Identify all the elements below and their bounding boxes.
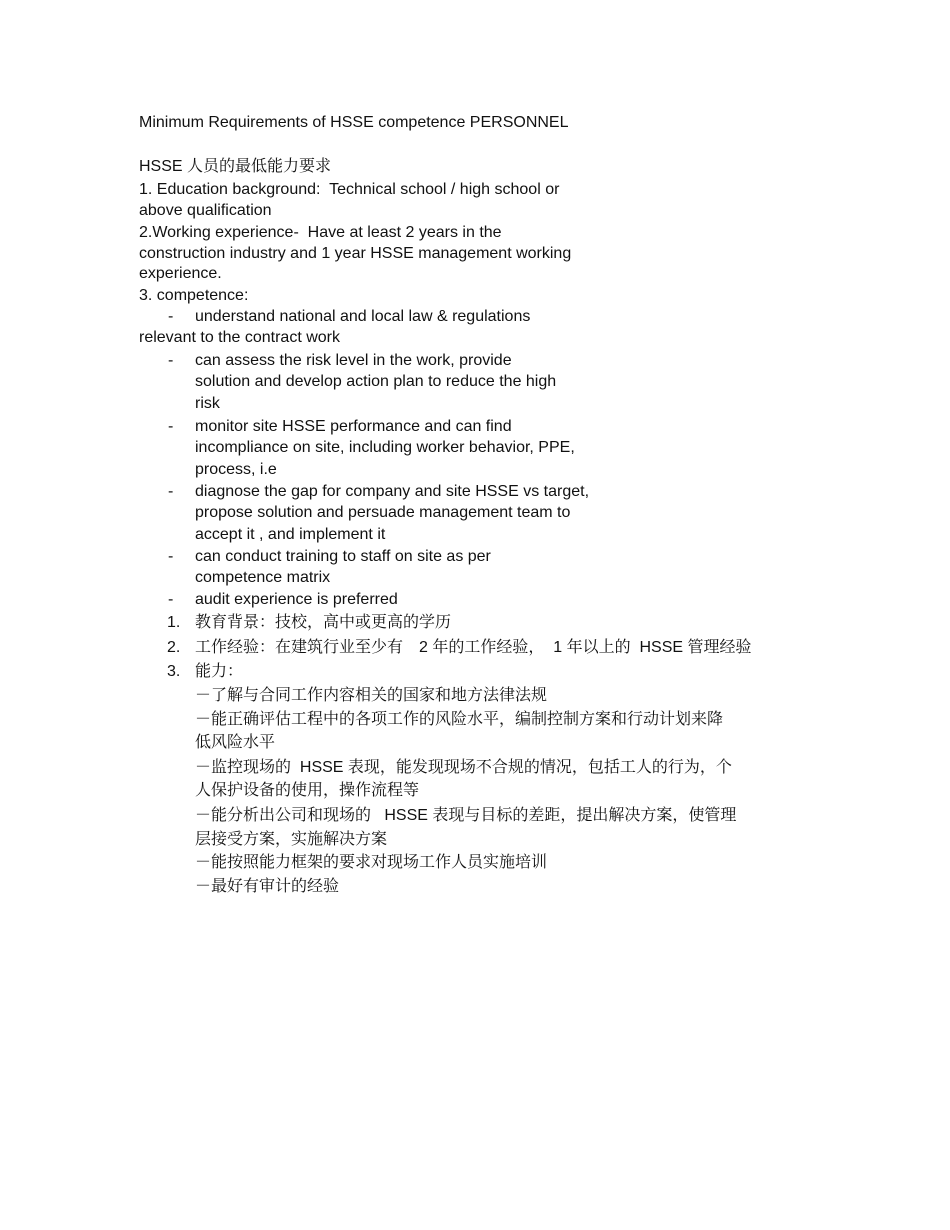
cn-competence-3-line-1: －监控现场的 HSSE 表现，能发现现场不合规的情况，包括工人的行为，个 bbox=[195, 759, 732, 776]
competence-item-2-line-1: can assess the risk level in the work, provide bbox=[195, 352, 512, 369]
document-subtitle-cn: HSSE 人员的最低能力要求 bbox=[139, 158, 332, 175]
cn-competence-6: －最好有审计的经验 bbox=[195, 878, 340, 895]
experience-line-2: construction industry and 1 year HSSE management working bbox=[139, 245, 572, 262]
competence-item-4-line-1: diagnose the gap for company and site HSSE vs target, bbox=[195, 483, 590, 500]
competence-item-4-line-2: propose solution and persuade management team to bbox=[195, 504, 571, 521]
cn-number-2: 2. bbox=[167, 639, 181, 656]
dash-bullet: - bbox=[168, 308, 174, 325]
dash-bullet: - bbox=[168, 418, 174, 435]
cn-competence-4-line-1: －能分析出公司和现场的 HSSE 表现与目标的差距，提出解决方案，使管理 bbox=[195, 807, 737, 824]
competence-item-4-line-3: accept it , and implement it bbox=[195, 526, 386, 543]
cn-competence-heading: 能力： bbox=[195, 663, 244, 680]
dash-bullet: - bbox=[168, 352, 174, 369]
dash-bullet: - bbox=[168, 548, 174, 565]
cn-number-3: 3. bbox=[167, 663, 181, 680]
competence-item-3-line-3: process, i.e bbox=[195, 461, 277, 478]
dash-bullet: - bbox=[168, 483, 174, 500]
cn-education: 教育背景：技校，高中或更高的学历 bbox=[195, 614, 452, 631]
cn-competence-4-line-2: 层接受方案，实施解决方案 bbox=[195, 831, 388, 848]
experience-line-3: experience. bbox=[139, 265, 222, 282]
competence-item-1-line-1: understand national and local law & regulations bbox=[195, 308, 531, 325]
cn-experience: 工作经验：在建筑行业至少有 2 年的工作经验， 1 年以上的 HSSE 管理经验 bbox=[195, 639, 752, 656]
cn-number-1: 1. bbox=[167, 614, 181, 631]
competence-item-3-line-1: monitor site HSSE performance and can find bbox=[195, 418, 512, 435]
cn-competence-2-line-2: 低风险水平 bbox=[195, 734, 276, 751]
competence-item-1-line-2: relevant to the contract work bbox=[139, 329, 340, 346]
competence-item-5-line-2: competence matrix bbox=[195, 569, 331, 586]
competence-item-5-line-1: can conduct training to staff on site as per bbox=[195, 548, 491, 565]
experience-line-1: 2.Working experience- Have at least 2 years in the bbox=[139, 224, 502, 241]
competence-item-2-line-2: solution and develop action plan to reduce the high bbox=[195, 373, 557, 390]
education-line-2: above qualification bbox=[139, 202, 272, 219]
dash-bullet: - bbox=[168, 591, 174, 608]
cn-competence-3-line-2: 人保护设备的使用，操作流程等 bbox=[195, 782, 420, 799]
competence-item-3-line-2: incompliance on site, including worker behavior, PPE, bbox=[195, 439, 575, 456]
competence-heading: 3. competence: bbox=[139, 287, 249, 304]
cn-competence-2-line-1: －能正确评估工程中的各项工作的风险水平，编制控制方案和行动计划来降 bbox=[195, 711, 724, 728]
document-title: Minimum Requirements of HSSE competence PERSONNEL bbox=[139, 114, 569, 131]
cn-competence-5: －能按照能力框架的要求对现场工作人员实施培训 bbox=[195, 854, 548, 871]
competence-item-2-line-3: risk bbox=[195, 395, 220, 412]
competence-item-6: audit experience is preferred bbox=[195, 591, 398, 608]
cn-competence-1: －了解与合同工作内容相关的国家和地方法律法规 bbox=[195, 687, 548, 704]
education-line-1: 1. Education background: Technical school / high school or bbox=[139, 181, 560, 198]
